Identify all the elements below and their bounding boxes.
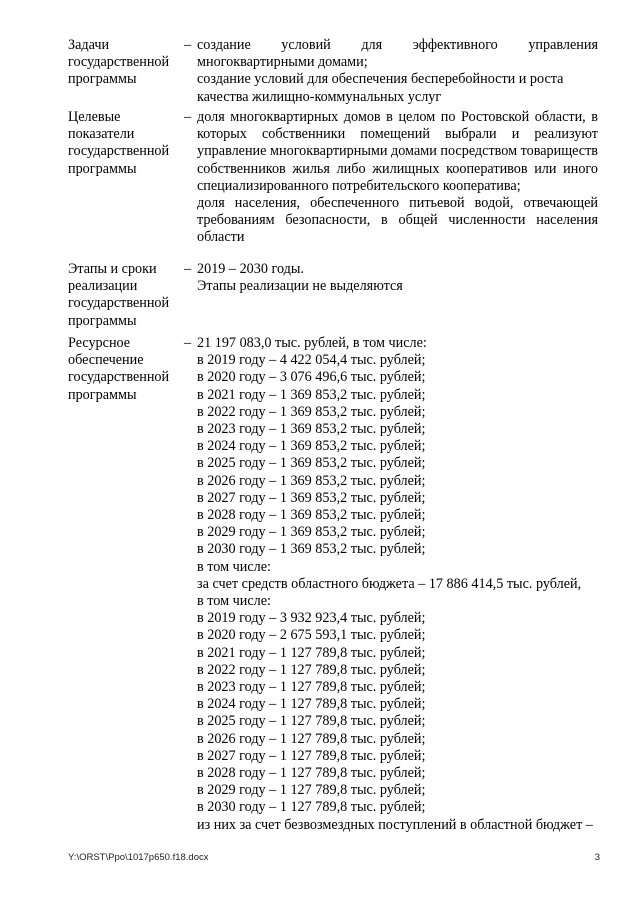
- year-line: в 2022 году – 1 127 789,8 тыс. рублей;: [197, 661, 426, 678]
- row-content-stages: [197, 261, 598, 335]
- year-line: в 2026 году – 1 369 853,2 тыс. рублей;: [197, 472, 426, 489]
- text-line: Этапы реализации не выделяются: [197, 278, 403, 295]
- year-line: в 2024 году – 1 127 789,8 тыс. рублей;: [197, 696, 426, 713]
- row-label-stages: Этапы и сроки реализации государственной программы: [68, 261, 170, 329]
- text-paragraph: доля многоквартирных домов в целом по Ростовской области, в которых собственники помещений выбрали и реализуют управление многоквартирными домами посредством товариществ собственников жилья либо жилищных кооперативов или иного специализированного потребительского кооператива;: [197, 109, 598, 194]
- year-line: в 2030 году – 1 369 853,2 тыс. рублей;: [197, 541, 426, 558]
- year-line: в 2029 году – 1 127 789,8 тыс. рублей;: [197, 782, 426, 799]
- year-line: в 2027 году – 1 127 789,8 тыс. рублей;: [197, 747, 426, 764]
- text-line: качества жилищно-коммунальных услуг: [197, 88, 442, 105]
- year-line: в 2022 году – 1 369 853,2 тыс. рублей;: [197, 403, 426, 420]
- year-line: в 2030 году – 1 127 789,8 тыс. рублей;: [197, 799, 426, 816]
- row-label-targets: Целевые показатели государственной программы: [68, 109, 170, 177]
- year-line: в 2023 году – 1 127 789,8 тыс. рублей;: [197, 679, 426, 696]
- row-targets: [68, 109, 598, 261]
- year-line: в 2023 году – 1 369 853,2 тыс. рублей;: [197, 421, 426, 438]
- year-line: в 2025 году – 1 369 853,2 тыс. рублей;: [197, 455, 426, 472]
- year-line: в 2021 году – 1 369 853,2 тыс. рублей;: [197, 386, 426, 403]
- row-dash: –: [183, 109, 192, 125]
- row-resources: [68, 335, 598, 834]
- year-line: в 2028 году – 1 369 853,2 тыс. рублей;: [197, 507, 426, 524]
- year-line: в 2019 году – 4 422 054,4 тыс. рублей;: [197, 352, 426, 369]
- text-line: из них за счет безвозмездных поступлений в областной бюджет –: [197, 816, 593, 833]
- row-label-resources: Ресурсное обеспечение государственной программы: [68, 335, 170, 403]
- text-line: многоквартирными домами;: [197, 54, 368, 71]
- year-list-total: [197, 352, 598, 558]
- page-number: 3: [594, 852, 600, 863]
- year-list-regional: [197, 610, 598, 816]
- year-line: в 2028 году – 1 127 789,8 тыс. рублей;: [197, 765, 426, 782]
- passport-table: [68, 37, 598, 834]
- row-content-resources: [197, 335, 598, 834]
- year-line: в 2020 году – 3 076 496,6 тыс. рублей;: [197, 369, 426, 386]
- year-line: в 2025 году – 1 127 789,8 тыс. рублей;: [197, 713, 426, 730]
- row-content-tasks: [197, 37, 598, 109]
- text-line: в том числе:: [197, 593, 271, 610]
- file-path: Y:\ORST\Ppo\1017p650.f18.docx: [68, 852, 209, 863]
- page-footer: [68, 852, 600, 863]
- year-line: в 2024 году – 1 369 853,2 тыс. рублей;: [197, 438, 426, 455]
- row-content-targets: [197, 109, 598, 261]
- text-line: 21 197 083,0 тыс. рублей, в том числе:: [197, 335, 427, 351]
- text-line: создание условий для обеспечения бесперебойности и роста: [197, 71, 564, 88]
- row-label-tasks: Задачи государственной программы: [68, 37, 170, 88]
- text-line: за счет средств областного бюджета – 17 886 414,5 тыс. рублей,: [197, 575, 582, 592]
- row-dash: –: [183, 261, 192, 277]
- row-tasks: [68, 37, 598, 109]
- row-dash: –: [183, 37, 192, 53]
- year-line: в 2020 году – 2 675 593,1 тыс. рублей;: [197, 627, 426, 644]
- year-line: в 2027 году – 1 369 853,2 тыс. рублей;: [197, 489, 426, 506]
- row-dash: –: [183, 335, 192, 351]
- year-line: в 2021 году – 1 127 789,8 тыс. рублей;: [197, 644, 426, 661]
- text-paragraph: доля населения, обеспеченного питьевой водой, отвечающей требованиям безопасности, в общей численности населения области: [197, 195, 598, 246]
- year-line: в 2026 году – 1 127 789,8 тыс. рублей;: [197, 730, 426, 747]
- text-line: 2019 – 2030 годы.: [197, 261, 304, 277]
- year-line: в 2029 году – 1 369 853,2 тыс. рублей;: [197, 524, 426, 541]
- text-line: в том числе:: [197, 558, 271, 575]
- year-line: в 2019 году – 3 932 923,4 тыс. рублей;: [197, 610, 426, 627]
- text-line: создание условий для эффективного управления: [197, 37, 598, 53]
- row-stages: [68, 261, 598, 335]
